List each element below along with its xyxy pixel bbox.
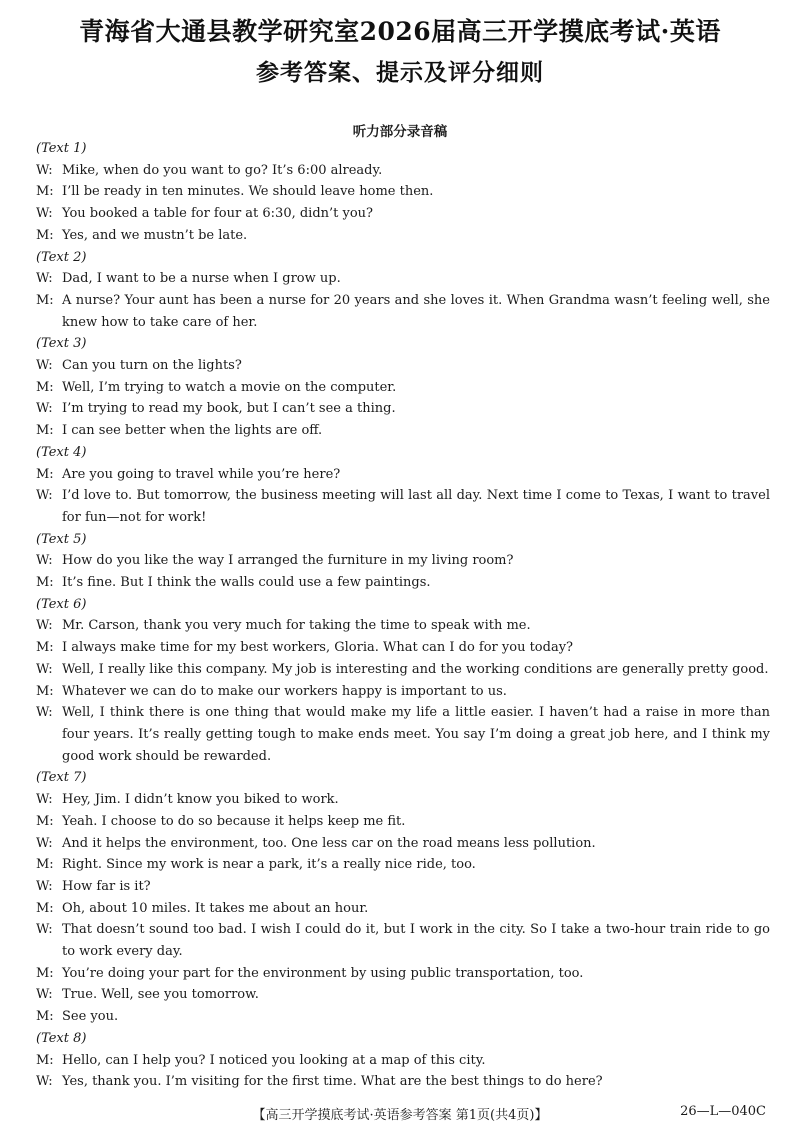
dialogue-text: Oh, about 10 miles. It takes me about an hour. [62, 900, 369, 916]
speaker-label: W: [36, 618, 53, 634]
dialogue-text: How do you like the way I arranged the furniture in my living room? [62, 553, 514, 569]
dialogue-line [36, 420, 770, 442]
dialogue-text: Mr. Carson, thank you very much for taking the time to speak with me. [62, 618, 531, 634]
dialogue-text: Can you turn on the lights? [62, 358, 242, 374]
dialogue-text: You’re doing your part for the environment by using public transportation, too. [62, 965, 584, 981]
speaker-label: M: [36, 965, 54, 981]
speaker-label: M: [36, 379, 54, 395]
text-label: (Text 3) [36, 336, 87, 352]
dialogue-text: Right. Since my work is near a park, it’s a really nice ride, too. [62, 857, 476, 873]
speaker-label: M: [36, 423, 54, 439]
dialogue-text: Yes, thank you. I’m visiting for the first time. What are the best things to do here? [62, 1074, 603, 1090]
dialogue-text: And it helps the environment, too. One less car on the road means less pollution. [62, 835, 596, 851]
dialogue-text: Yeah. I choose to do so because it helps keep me fit. [62, 813, 406, 829]
dialogue-line [36, 702, 770, 767]
dialogue-line [36, 398, 770, 420]
dialogue-text: Yes, and we mustn’t be late. [62, 227, 248, 243]
speaker-label: M: [36, 1052, 54, 1068]
text-label: (Text 7) [36, 770, 87, 786]
document-title: 青海省大通县教学研究室2026届高三开学摸底考试·英语 [79, 17, 721, 46]
dialogue-text: True. Well, see you tomorrow. [62, 987, 259, 1003]
dialogue-line [36, 963, 770, 985]
text-label: (Text 4) [36, 444, 87, 460]
dialogue-line [36, 659, 770, 681]
text-label: (Text 5) [36, 531, 87, 547]
speaker-label: W: [36, 792, 53, 808]
dialogue-line [36, 485, 770, 528]
dialogue-text: I can see better when the lights are off. [62, 423, 323, 439]
transcript-body [36, 138, 770, 1093]
speaker-label: W: [36, 271, 53, 287]
speaker-label: W: [36, 553, 53, 569]
dialogue-line [36, 637, 770, 659]
dialogue-text: It’s fine. But I think the walls could use a few paintings. [62, 575, 431, 591]
speaker-label: M: [36, 292, 54, 308]
speaker-label: M: [36, 640, 54, 656]
dialogue-text: You booked a table for four at 6:30, didn’t you? [62, 206, 374, 222]
speaker-label: W: [36, 206, 53, 222]
dialogue-line [36, 984, 770, 1006]
dialogue-line [36, 898, 770, 920]
dialogue-line [36, 268, 770, 290]
document-subtitle: 参考答案、提示及评分细则 [256, 59, 544, 86]
speaker-label: M: [36, 227, 54, 243]
dialogue-text: Well, I’m trying to watch a movie on the computer. [62, 379, 397, 395]
speaker-label: W: [36, 922, 53, 938]
speaker-label: M: [36, 184, 54, 200]
dialogue-text: Hey, Jim. I didn’t know you biked to work. [62, 792, 339, 808]
dialogue-text: I’d love to. But tomorrow, the business meeting will last all day. Next time I come to Texas, I want to travel for fun—not for work! [62, 488, 770, 525]
dialogue-line [36, 203, 770, 225]
speaker-label: W: [36, 878, 53, 894]
speaker-label: M: [36, 813, 54, 829]
dialogue-line [36, 572, 770, 594]
dialogue-line [36, 811, 770, 833]
dialogue-text: Well, I really like this company. My job is interesting and the working conditions are generally pretty good. [62, 661, 769, 677]
speaker-label: W: [36, 162, 53, 178]
dialogue-text: I always make time for my best workers, Gloria. What can I do for you today? [62, 640, 574, 656]
speaker-label: W: [36, 488, 53, 504]
speaker-label: M: [36, 857, 54, 873]
dialogue-text: I’m trying to read my book, but I can’t see a thing. [62, 401, 396, 417]
page-footer [0, 1104, 800, 1128]
text-label: (Text 1) [36, 141, 87, 156]
speaker-label: M: [36, 1009, 54, 1025]
text-label: (Text 2) [36, 249, 87, 265]
dialogue-line [36, 876, 770, 898]
dialogue-line [36, 550, 770, 572]
dialogue-text: See you. [62, 1009, 119, 1025]
speaker-label: W: [36, 358, 53, 374]
dialogue-line [36, 160, 770, 182]
speaker-label: W: [36, 835, 53, 851]
dialogue-text: Whatever we can do to make our workers happy is important to us. [62, 683, 507, 699]
dialogue-line [36, 1050, 770, 1072]
footer-page-info: 【高三开学摸底考试·英语参考答案 第1页(共4页)】 [252, 1108, 548, 1123]
text-label: (Text 6) [36, 596, 87, 612]
dialogue-line [36, 181, 770, 203]
dialogue-line [36, 464, 770, 486]
dialogue-line [36, 1006, 770, 1028]
dialogue-line [36, 290, 770, 333]
dialogue-text: A nurse? Your aunt has been a nurse for 20 years and she loves it. When Grandma wasn’t feeling well, she knew how to take care of her. [62, 292, 770, 330]
speaker-label: W: [36, 987, 53, 1003]
text-label: (Text 8) [36, 1030, 87, 1046]
dialogue-line [36, 355, 770, 377]
dialogue-text: Are you going to travel while you’re here? [62, 466, 341, 482]
speaker-label: M: [36, 466, 54, 482]
speaker-label: M: [36, 683, 54, 699]
dialogue-line [36, 789, 770, 811]
dialogue-text: I’ll be ready in ten minutes. We should leave home then. [62, 184, 434, 200]
speaker-label: W: [36, 705, 53, 721]
dialogue-line [36, 1071, 770, 1093]
speaker-label: W: [36, 661, 53, 677]
section-heading: 听力部分录音稿 [352, 124, 448, 140]
dialogue-line [36, 377, 770, 399]
dialogue-line [36, 833, 770, 855]
speaker-label: W: [36, 1074, 53, 1090]
dialogue-text: How far is it? [62, 878, 151, 894]
dialogue-text: Mike, when do you want to go? It’s 6:00 already. [62, 162, 383, 178]
dialogue-line [36, 225, 770, 247]
dialogue-line [36, 681, 770, 703]
speaker-label: M: [36, 575, 54, 591]
dialogue-text: Well, I think there is one thing that would make my life a little easier. I haven’t had a raise in more than four years. It’s really getting tough to make ends meet. You say I’m doing a great job here, and I think my good work should be rewarded. [62, 705, 770, 764]
dialogue-text: Dad, I want to be a nurse when I grow up. [62, 271, 341, 287]
dialogue-text: That doesn’t sound too bad. I wish I could do it, but I work in the city. So I take a two-hour train ride to go to work every day. [62, 922, 770, 960]
dialogue-line [36, 854, 770, 876]
speaker-label: W: [36, 401, 53, 417]
dialogue-line [36, 615, 770, 637]
dialogue-text: Hello, can I help you? I noticed you looking at a map of this city. [62, 1052, 486, 1068]
speaker-label: M: [36, 900, 54, 916]
footer-code: 26—L—040C [680, 1104, 766, 1119]
dialogue-line [36, 919, 770, 962]
